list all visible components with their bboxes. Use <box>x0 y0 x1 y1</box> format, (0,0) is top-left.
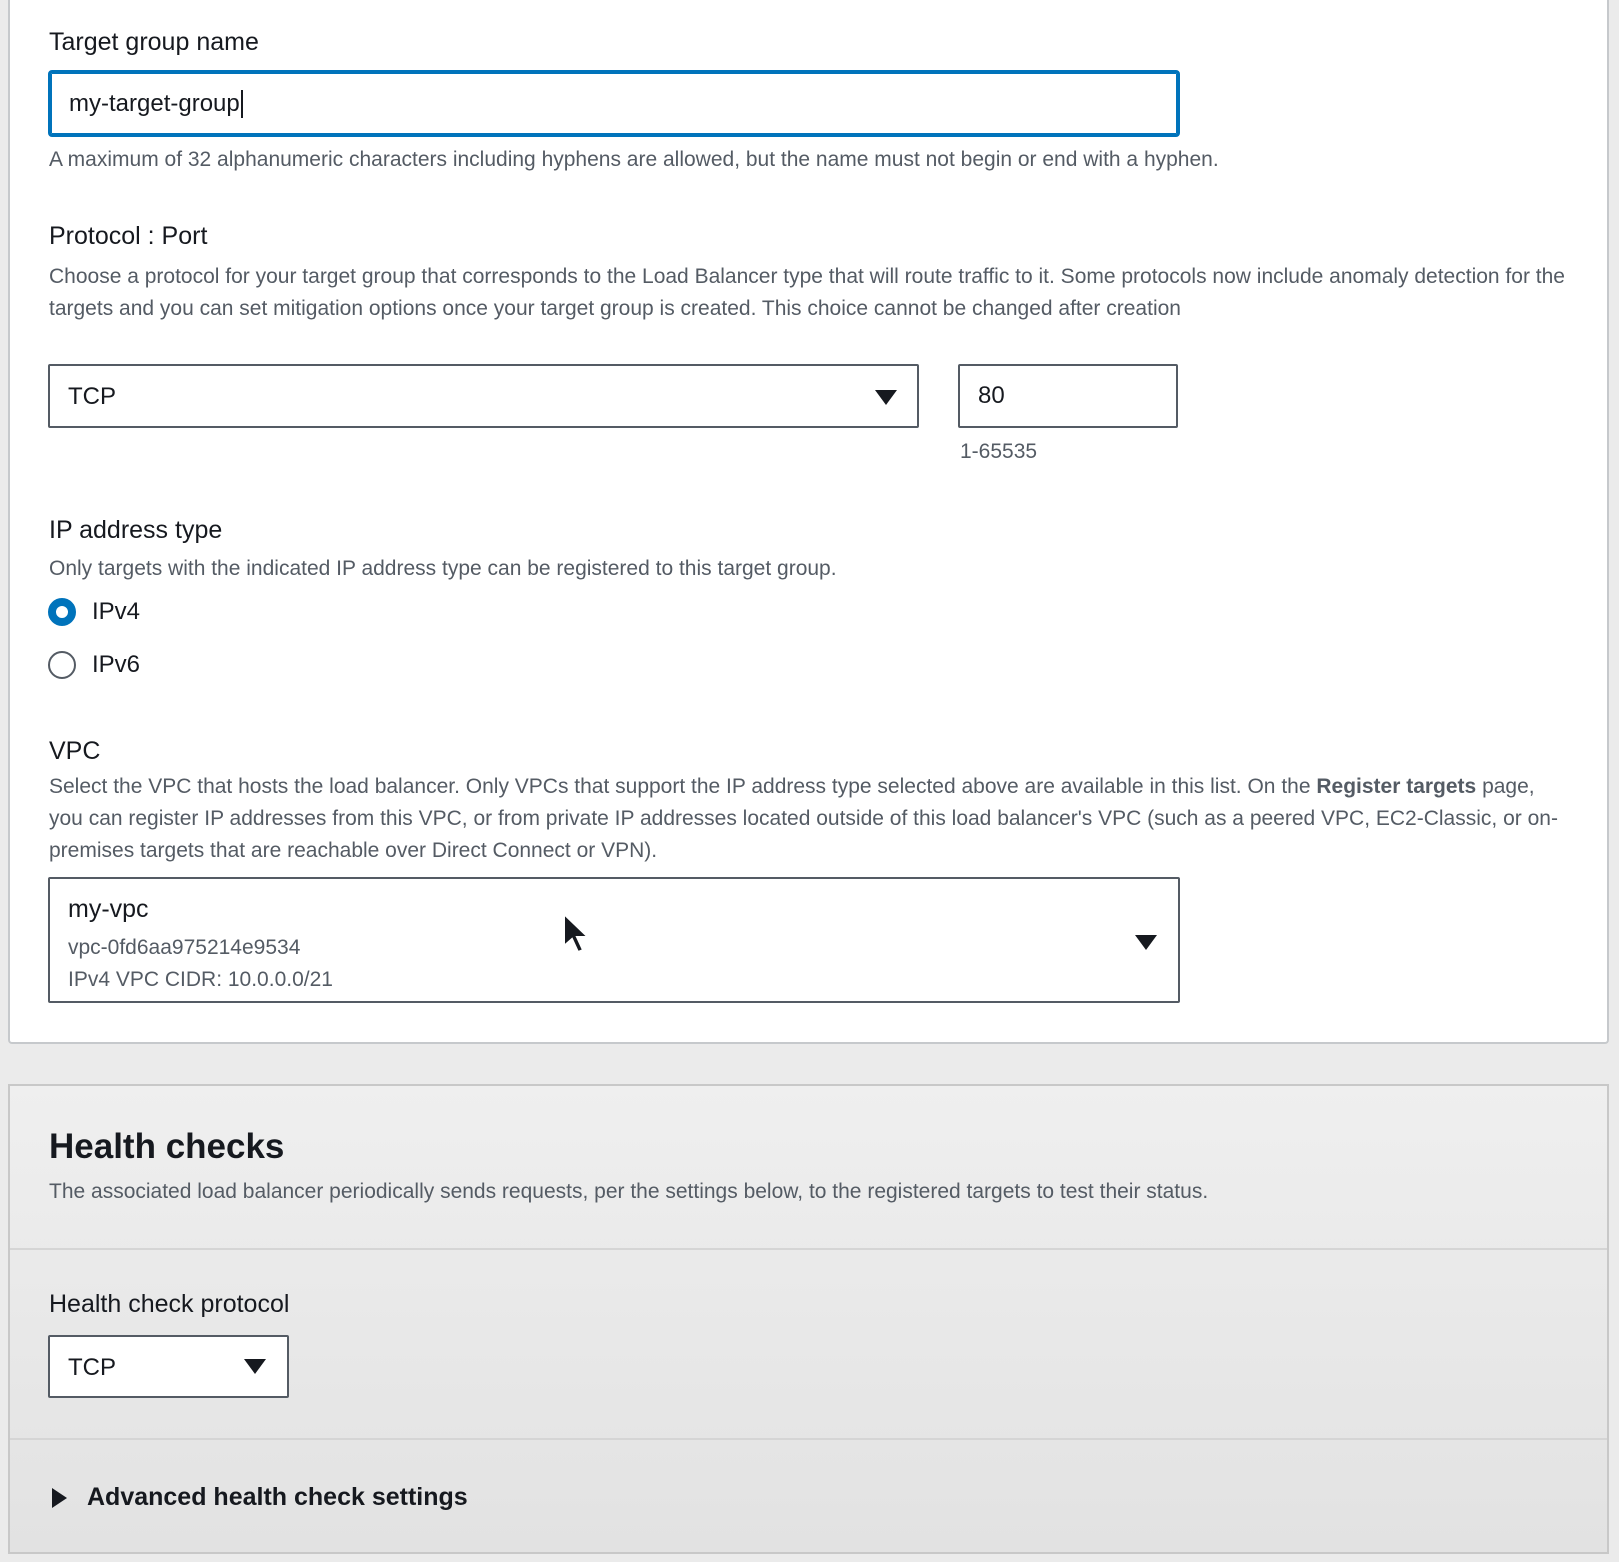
vpc-label: VPC <box>49 737 101 765</box>
protocol-select[interactable] <box>48 364 919 428</box>
target-group-name-label: Target group name <box>49 28 259 56</box>
advanced-health-check-label: Advanced health check settings <box>87 1483 468 1511</box>
ip-address-type-description: Only targets with the indicated IP address type can be registered to this target group. <box>49 557 837 580</box>
ip-address-type-label: IP address type <box>49 516 223 544</box>
port-input[interactable] <box>958 364 1178 428</box>
caret-down-icon <box>875 390 897 405</box>
caret-down-icon <box>1135 935 1157 950</box>
vpc-select[interactable] <box>48 877 1180 1003</box>
port-range-hint: 1-65535 <box>960 440 1038 463</box>
protocol-port-label: Protocol : Port <box>49 222 208 250</box>
radio-option-ipv4[interactable] <box>48 598 140 626</box>
radio-ipv6[interactable] <box>48 651 76 679</box>
section-divider <box>10 1438 1607 1440</box>
health-check-protocol-label: Health check protocol <box>49 1290 290 1318</box>
register-targets-emphasis: Register targets <box>1316 775 1477 798</box>
target-group-name-input[interactable] <box>48 70 1180 137</box>
health-checks-title: Health checks <box>49 1127 285 1166</box>
target-group-name-value: my-target-group <box>69 89 240 117</box>
mouse-pointer-icon <box>562 912 592 960</box>
health-check-protocol-value: TCP <box>68 1354 116 1381</box>
vpc-select-id: vpc-0fd6aa975214e9534 <box>68 936 301 959</box>
text-caret <box>241 90 243 118</box>
port-input-value: 80 <box>978 382 1005 409</box>
health-check-protocol-select[interactable] <box>48 1335 289 1398</box>
vpc-description: Select the VPC that hosts the load balancer. Only VPCs that support the IP address type selected above are available in this list. On the Register targets page, you can register IP addresses from this VPC, or from private IP addresses located outside of this load balancer's VPC (such as a peered VPC, EC2-Classic, or on-premises targets that are reachable over Direct Connect or VPN). <box>49 775 1558 862</box>
vpc-select-cidr: IPv4 VPC CIDR: 10.0.0.0/21 <box>68 968 333 991</box>
section-divider <box>10 1248 1607 1250</box>
radio-ipv6-label: IPv6 <box>92 651 141 678</box>
caret-right-icon <box>52 1488 67 1508</box>
radio-ipv4-label: IPv4 <box>92 598 141 625</box>
protocol-port-description: Choose a protocol for your target group that corresponds to the Load Balancer type that will route traffic to it. Some protocols now include anomaly detection for the targets and you can set mitigation options once your target group is created. This choice cannot be changed after creation <box>49 265 1565 320</box>
target-group-name-hint: A maximum of 32 alphanumeric characters including hyphens are allowed, but the name must not begin or end with a hyphen. <box>49 148 1219 171</box>
vpc-select-name: my-vpc <box>68 895 149 923</box>
health-checks-description: The associated load balancer periodically sends requests, per the settings below, to the registered targets to test their status. <box>49 1180 1209 1203</box>
caret-down-icon <box>244 1359 266 1374</box>
protocol-select-value: TCP <box>68 383 116 410</box>
advanced-health-check-toggle[interactable] <box>52 1483 468 1512</box>
radio-option-ipv6[interactable] <box>48 651 140 679</box>
radio-ipv4[interactable] <box>48 598 76 626</box>
